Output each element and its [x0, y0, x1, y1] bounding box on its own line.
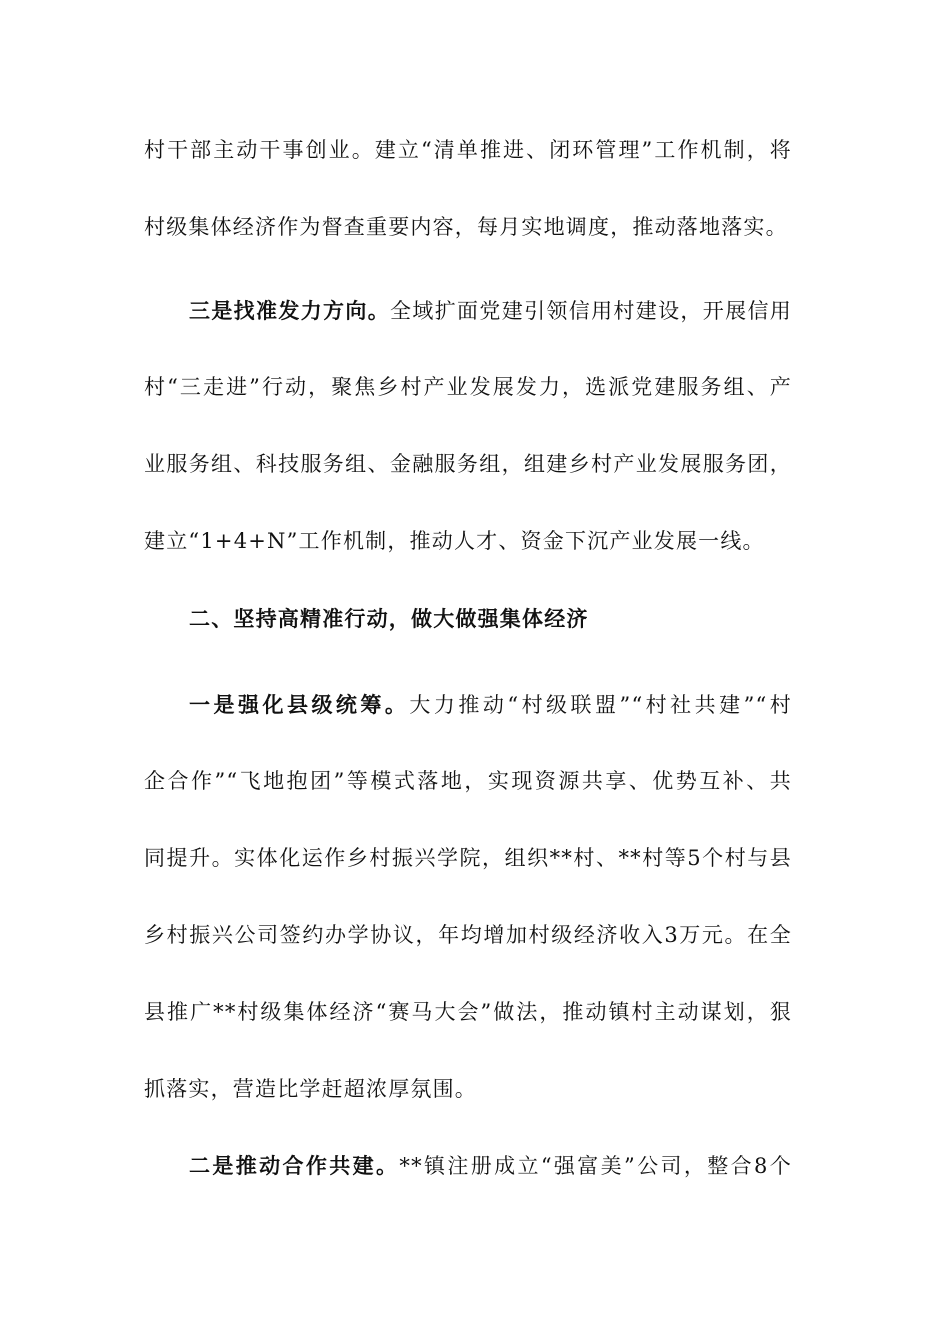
paragraph-line: 业服务组、科技服务组、金融服务组，组建乡村产业发展服务团，	[144, 452, 792, 476]
document-body	[144, 112, 792, 266]
paragraph-lead: 三是找准发力方向。	[189, 298, 391, 323]
paragraph-line: 乡村振兴公司签约办学协议，年均增加村级经济收入3万元。在全	[144, 923, 792, 947]
section-heading-block	[144, 580, 792, 657]
section-heading: 二、坚持高精准行动，做大做强集体经济	[189, 606, 589, 631]
paragraph-lead: 二是推动合作共建。	[189, 1153, 400, 1178]
paragraph-line: 企合作”“飞地抱团”等模式落地，实现资源共享、优势互补、共	[144, 769, 792, 793]
document-body	[144, 272, 792, 580]
paragraph-line: 村干部主动干事创业。建立“清单推进、闭环管理”工作机制，将	[144, 138, 792, 162]
paragraph-lead: 一是强化县级统筹。	[189, 692, 410, 717]
paragraph-line: 村“三走进”行动，聚焦乡村产业发展发力，选派党建服务组、产	[144, 375, 792, 399]
paragraph-line: 抓落实，营造比学赶超浓厚氛围。	[144, 1077, 477, 1101]
paragraph-line	[144, 1127, 792, 1204]
paragraph-line: 县推广**村级集体经济“赛马大会”做法，推动镇村主动谋划，狠	[144, 1000, 792, 1024]
paragraph-line: 建立“1+4+N”工作机制，推动人才、资金下沉产业发展一线。	[144, 529, 765, 553]
document-body	[144, 666, 792, 1128]
paragraph-text: **镇注册成立“强富美”公司，整合8个	[399, 1154, 792, 1178]
document-body	[144, 1127, 792, 1204]
paragraph-text: 大力推动“村级联盟”“村社共建”“村	[409, 693, 792, 717]
paragraph-line	[144, 272, 792, 349]
paragraph-line: 村级集体经济作为督查重要内容，每月实地调度，推动落地落实。	[144, 215, 788, 239]
paragraph-line: 同提升。实体化运作乡村振兴学院，组织**村、**村等5个村与县	[144, 846, 792, 870]
paragraph-line	[144, 666, 792, 743]
paragraph-text: 全域扩面党建引领信用村建设，开展信用	[390, 299, 792, 323]
